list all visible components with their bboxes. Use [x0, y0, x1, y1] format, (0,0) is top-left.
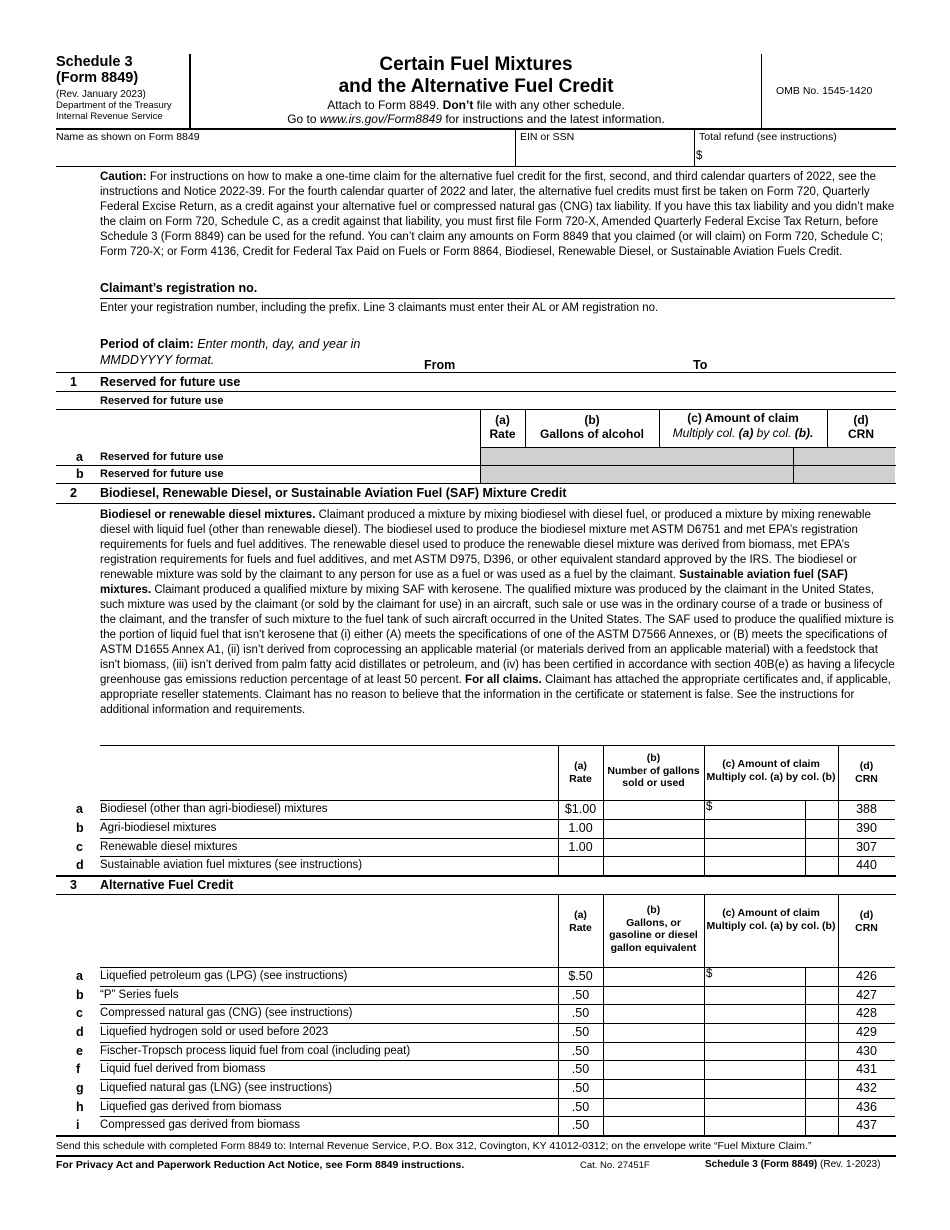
footer-schedule: Schedule 3 (Form 8849)	[705, 1159, 818, 1170]
gallons-input[interactable]	[605, 801, 702, 818]
line-1-col-c-header	[659, 411, 827, 441]
line-3-row-letter: a	[76, 969, 83, 983]
line-3-row-letter: b	[76, 987, 84, 1002]
mailing-instructions: Send this schedule with completed Form 8849 to: Internal Revenue Service, P.O. Box 312, Covington, KY 41012-0312; on the envelope write “Fuel Mixture Claim.”	[56, 1140, 812, 1152]
gallons-input[interactable]	[605, 1061, 702, 1078]
row-label: Liquefied gas derived from biomass	[100, 1100, 282, 1113]
line-1-col-d-header	[827, 413, 895, 441]
line-1a-label: Reserved for future use	[100, 451, 224, 463]
gallons-input[interactable]	[605, 1024, 702, 1041]
period-to-input[interactable]	[714, 356, 894, 372]
col-b-text: Gallons of alcohol	[539, 427, 644, 441]
line-2-description	[100, 508, 895, 718]
gallons-input[interactable]	[605, 1043, 702, 1060]
row-label: Agri-biodiesel mixtures	[100, 821, 217, 834]
col-c-label: (c) Amount of claim	[722, 907, 820, 919]
line-1b-label: Reserved for future use	[100, 468, 224, 480]
crn-value: 426	[856, 969, 877, 983]
caution-text: For instructions on how to make a one-time claim for the alternative fuel credit for the first, second, and third calendar quarters of 2022, see the instructions and Notice 2022-39. For the fourth calendar quarter of 2022 and later, the alternative fuel credits must first be taken on Form 720, Quarterly Federal Excise Return, as a credit against your alternative fuel or compressed natural gas (CNG) tax liability. If you have this tax liability and you didn’t make the claim on Form 720, Schedule C, as a credit against that liability, you must first file Form 720-X, Amended Quarterly Federal Excise Tax Return, before Schedule 3 (Form 8849) can be used for the refund. You can’t claim any amounts on Form 8849 that you claimed (or will claim) on Form 720, Schedule C; Form 720-X; or Form 4136, Credit for Federal Tax Paid on Fuels or Form 8864, Biodiesel, Renewable Diesel, or Sustainable Aviation Fuels Credit.	[100, 171, 895, 258]
col-b-label: (b)	[646, 752, 661, 764]
form-title-line-2: and the Alternative Fuel Credit	[338, 76, 614, 97]
line-3-col-d-header	[838, 909, 895, 934]
line-1a-letter: a	[76, 450, 83, 464]
col-c-text: Multiply col. (a) by col. (b)	[706, 770, 836, 783]
amount-input[interactable]	[716, 1024, 806, 1041]
gallons-input[interactable]	[605, 839, 702, 856]
amount-input[interactable]	[716, 1061, 806, 1078]
line-3-col-c-header	[704, 907, 838, 932]
col-b-text-1: Number of gallons	[607, 764, 700, 777]
gallons-input[interactable]	[605, 1099, 702, 1116]
amount-input[interactable]	[716, 1080, 806, 1097]
dept-line-2: Internal Revenue Service	[56, 111, 163, 122]
line-1-number: 1	[70, 375, 77, 389]
line-1a-gray-cells	[481, 448, 895, 465]
rate-value: .50	[571, 1099, 590, 1114]
attach-text: Attach to Form 8849.	[327, 98, 440, 112]
col-c-mid: by col.	[756, 426, 792, 440]
line-3-row-letter: c	[76, 1006, 83, 1021]
line-2-col-c-header	[704, 758, 838, 783]
col-a-label: (a)	[574, 760, 587, 772]
attach-dont: Don’t	[442, 98, 474, 112]
rate-value: .50	[571, 1081, 590, 1096]
line-2-row-letter: a	[76, 802, 83, 816]
line-1b-letter: b	[76, 467, 84, 481]
registration-instruction: Enter your registration number, including the prefix. Line 3 claimants must enter their AL or AM registration no.	[100, 302, 659, 314]
amount-dollar-sign: $	[706, 968, 713, 980]
col-c-a: (a)	[738, 426, 754, 440]
registration-input[interactable]	[300, 280, 894, 297]
amount-input[interactable]	[716, 857, 806, 874]
schedule-label: Schedule 3	[56, 54, 133, 70]
line-3-row-letter: e	[76, 1043, 83, 1058]
ein-field-label: EIN or SSN	[520, 131, 575, 143]
line-2-number: 2	[70, 486, 77, 500]
col-d-text: CRN	[855, 921, 878, 934]
col-d-text: CRN	[848, 427, 874, 441]
col-d-label: (d)	[859, 909, 874, 921]
line-3-col-a-header	[558, 909, 603, 934]
col-c-pre: Multiply col.	[672, 426, 736, 440]
amount-dollar-sign: $	[706, 801, 713, 813]
col-a-text: Rate	[489, 427, 516, 441]
irs-url-link[interactable]: www.irs.gov/Form8849	[319, 112, 442, 126]
ein-field[interactable]	[520, 145, 692, 165]
crn-value: 440	[856, 858, 877, 873]
row-label: Liquid fuel derived from biomass	[100, 1063, 266, 1076]
line-1-col-b-header	[525, 413, 659, 441]
col-c-formula	[659, 426, 827, 441]
rate-value: .50	[571, 1025, 590, 1039]
name-field[interactable]	[56, 145, 514, 165]
row-label: Fischer-Tropsch process liquid fuel from coal (including peat)	[100, 1044, 411, 1057]
line-3-row-letter: g	[76, 1081, 84, 1096]
crn-value: 428	[856, 1006, 877, 1021]
line-2-title: Biodiesel, Renewable Diesel, or Sustainable Aviation Fuel (SAF) Mixture Credit	[100, 486, 567, 500]
line-1-title: Reserved for future use	[100, 375, 241, 389]
line-2-col-d-header	[838, 760, 895, 785]
rate-value: 1.00	[568, 820, 593, 835]
gallons-input[interactable]	[605, 820, 702, 837]
period-label: Period of claim:	[100, 337, 194, 351]
col-b-text-3: gallon equivalent	[610, 941, 697, 954]
attach-instruction	[192, 98, 760, 112]
crn-value: 388	[856, 802, 877, 816]
registration-title: Claimant’s registration no.	[100, 281, 258, 295]
crn-value: 432	[856, 1081, 877, 1096]
amount-input[interactable]	[716, 1117, 806, 1134]
row-label: Liquefied natural gas (LNG) (see instructions)	[100, 1082, 333, 1095]
gallons-input[interactable]	[605, 1005, 702, 1022]
line-2-col-b-header	[603, 752, 704, 790]
col-b-label: (b)	[584, 413, 600, 427]
footer-form-id	[705, 1159, 880, 1170]
period-text: Enter month, day, and year in	[197, 337, 361, 351]
row-label: Renewable diesel mixtures	[100, 840, 238, 853]
gallons-input[interactable]	[605, 1080, 702, 1097]
line-3-row-letter: h	[76, 1099, 84, 1114]
row-label: “P” Series fuels	[100, 988, 179, 1001]
form-id-block	[56, 54, 188, 122]
amount-input[interactable]	[716, 801, 806, 818]
rate-value: $.50	[568, 969, 593, 983]
line-3-title: Alternative Fuel Credit	[100, 878, 234, 892]
amount-input[interactable]	[716, 1005, 806, 1022]
col-d-label: (d)	[853, 413, 869, 427]
period-text-2: MMDDYYYY format.	[100, 353, 215, 367]
goto-text: Go to	[287, 112, 317, 126]
col-c-text: Multiply col. (a) by col. (b)	[706, 919, 836, 932]
biodiesel-heading: Biodiesel or renewable diesel mixtures.	[100, 509, 316, 521]
line-1-sub-title: Reserved for future use	[100, 395, 224, 407]
footer-rev: (Rev. 1-2023)	[820, 1159, 881, 1170]
line-2-row-letter: d	[76, 858, 84, 873]
goto-text-post: for instructions and the latest information.	[445, 112, 665, 126]
amount-input[interactable]	[716, 839, 806, 856]
col-a-text: Rate	[569, 921, 592, 934]
col-b-text-1: Gallons, or	[626, 916, 681, 929]
col-c-label: (c) Amount of claim	[722, 758, 820, 770]
privacy-notice: For Privacy Act and Paperwork Reduction Act Notice, see Form 8849 instructions.	[56, 1159, 465, 1171]
row-label: Compressed natural gas (CNG) (see instructions)	[100, 1007, 353, 1020]
refund-field[interactable]	[708, 145, 894, 165]
omb-number: OMB No. 1545-1420	[776, 85, 873, 97]
crn-value: 430	[856, 1043, 877, 1058]
line-2-row-letter: b	[76, 820, 84, 835]
gallons-input[interactable]	[605, 968, 702, 985]
col-a-text: Rate	[569, 772, 592, 785]
all-claims-heading: For all claims.	[465, 674, 542, 686]
col-d-label: (d)	[859, 760, 874, 772]
revision-date: (Rev. January 2023)	[56, 89, 146, 100]
period-from-label: From	[424, 358, 456, 372]
crn-value: 436	[856, 1099, 877, 1114]
form-number: (Form 8849)	[56, 70, 139, 86]
row-label: Sustainable aviation fuel mixtures (see instructions)	[100, 859, 363, 872]
caution-label: Caution:	[100, 171, 147, 183]
caution-paragraph	[100, 170, 895, 260]
rate-value: .50	[571, 1043, 590, 1058]
line-3-row-letter: d	[76, 1025, 84, 1039]
attach-text-post: file with any other schedule.	[476, 98, 625, 112]
crn-value: 390	[856, 820, 877, 835]
rate-value: $1.00	[564, 802, 597, 816]
refund-dollar-sign: $	[696, 150, 703, 162]
line-3-row-letter: i	[76, 1118, 80, 1133]
amount-input[interactable]	[716, 1043, 806, 1060]
dept-line-1: Department of the Treasury	[56, 100, 172, 111]
all-claims-text: Claimant has attached the appropriate certificates and, if applicable, appropriate reseller statements. Claimant has no reason to believe that the information in the certificate or statement is false. See the instructions for additional information and requirements.	[100, 674, 891, 716]
amount-input[interactable]	[716, 968, 806, 985]
catalog-number: Cat. No. 27451F	[580, 1160, 650, 1171]
crn-value: 427	[856, 987, 877, 1002]
rate-value: .50	[571, 1118, 590, 1133]
col-c-b: (b).	[794, 426, 814, 440]
rate-value: .50	[571, 987, 590, 1002]
col-b-text-2: gasoline or diesel	[609, 929, 698, 941]
col-b-text-2: sold or used	[622, 777, 685, 789]
line-3-col-b-header	[603, 904, 704, 954]
saf-heading: Sustainable aviation fuel (SAF) mixtures.	[100, 569, 848, 596]
col-a-label: (a)	[495, 413, 510, 427]
line-1-col-a-header	[480, 413, 525, 441]
line-3-row-letter: f	[76, 1062, 81, 1077]
name-field-label: Name as shown on Form 8849	[56, 131, 200, 143]
crn-value: 437	[856, 1118, 877, 1133]
line-2-row-letter: c	[76, 839, 83, 854]
amount-input[interactable]	[716, 820, 806, 837]
biodiesel-text: Claimant produced a mixture by mixing biodiesel with diesel fuel, or produced a mixture by mixing renewable diesel with liquid fuel (other than renewable diesel). The biodiesel used to produce the biodiesel mixture met ASTM D6751 and met EPA’s registration requirements for fuels and fuel additives. The renewable diesel used to produce the renewable diesel mixture was derived from biomass, met EPA’s registration requirements for fuels and fuel additives, and met ASTM D975, D396, or other equivalent standard approved by the IRS. The biodiesel or renewable mixture was sold by the claimant to any person for use as a fuel or was used as a fuel by the claimant.	[100, 509, 871, 581]
form-title-line-1: Certain Fuel Mixtures	[379, 54, 573, 75]
amount-input[interactable]	[716, 987, 806, 1004]
refund-field-label: Total refund (see instructions)	[699, 131, 837, 143]
period-of-claim	[100, 336, 410, 368]
gallons-input[interactable]	[605, 987, 702, 1004]
row-label: Compressed gas derived from biomass	[100, 1119, 301, 1132]
saf-text: Claimant produced a qualified mixture by mixing SAF with kerosene. The qualified mixture was produced by the claimant in the United States, such mixture was used by the claimant (or sold by the claimant for use) in an aircraft, such sale or use was in the ordinary course of a trade or business of the claimant, and the transfer of such mixture to the fuel tank of such aircraft occurred in the United States. The SAF used to produce the qualified mixture is the portion of liquid fuel that isn't kerosene that (i) either (A) meets the specifications of one of the ASTM D7566 Annexes, or (B) meets the specifications of ASTM D1655 Annex A1, (ii) isn’t derived from coprocessing an applicable material (or materials derived from an applicable material) with a feedstock that isn't biomass, (iii) isn’t derived from palm fatty acid distillates or petroleum, and (iv) has been certified in accordance with section 40B(e) as having a lifecycle greenhouse gas emissions reduction percentage of at least 50 percent.	[100, 584, 895, 686]
period-from-input[interactable]	[462, 356, 682, 372]
line-1b-gray-cells	[481, 466, 895, 483]
gallons-input[interactable]	[605, 857, 702, 874]
line-3-number: 3	[70, 878, 77, 892]
goto-instruction	[192, 112, 760, 126]
gallons-input[interactable]	[605, 1117, 702, 1134]
col-d-text: CRN	[855, 772, 878, 785]
crn-value: 429	[856, 1025, 877, 1039]
row-label: Biodiesel (other than agri-biodiesel) mixtures	[100, 803, 328, 815]
form-title-block	[192, 54, 760, 126]
row-label: Liquefied petroleum gas (LPG) (see instructions)	[100, 970, 348, 982]
row-label: Liquefied hydrogen sold or used before 2023	[100, 1026, 329, 1038]
crn-value: 431	[856, 1062, 877, 1077]
amount-input[interactable]	[716, 1099, 806, 1116]
col-a-label: (a)	[574, 909, 587, 921]
line-2-col-a-header	[558, 760, 603, 785]
rate-value: .50	[571, 1062, 590, 1077]
rate-value: .50	[571, 1006, 590, 1021]
col-c-label: (c) Amount of claim	[687, 411, 799, 425]
crn-value: 307	[856, 839, 877, 854]
period-to-label: To	[693, 358, 708, 372]
rate-value: 1.00	[568, 839, 593, 854]
col-b-label: (b)	[646, 904, 661, 916]
